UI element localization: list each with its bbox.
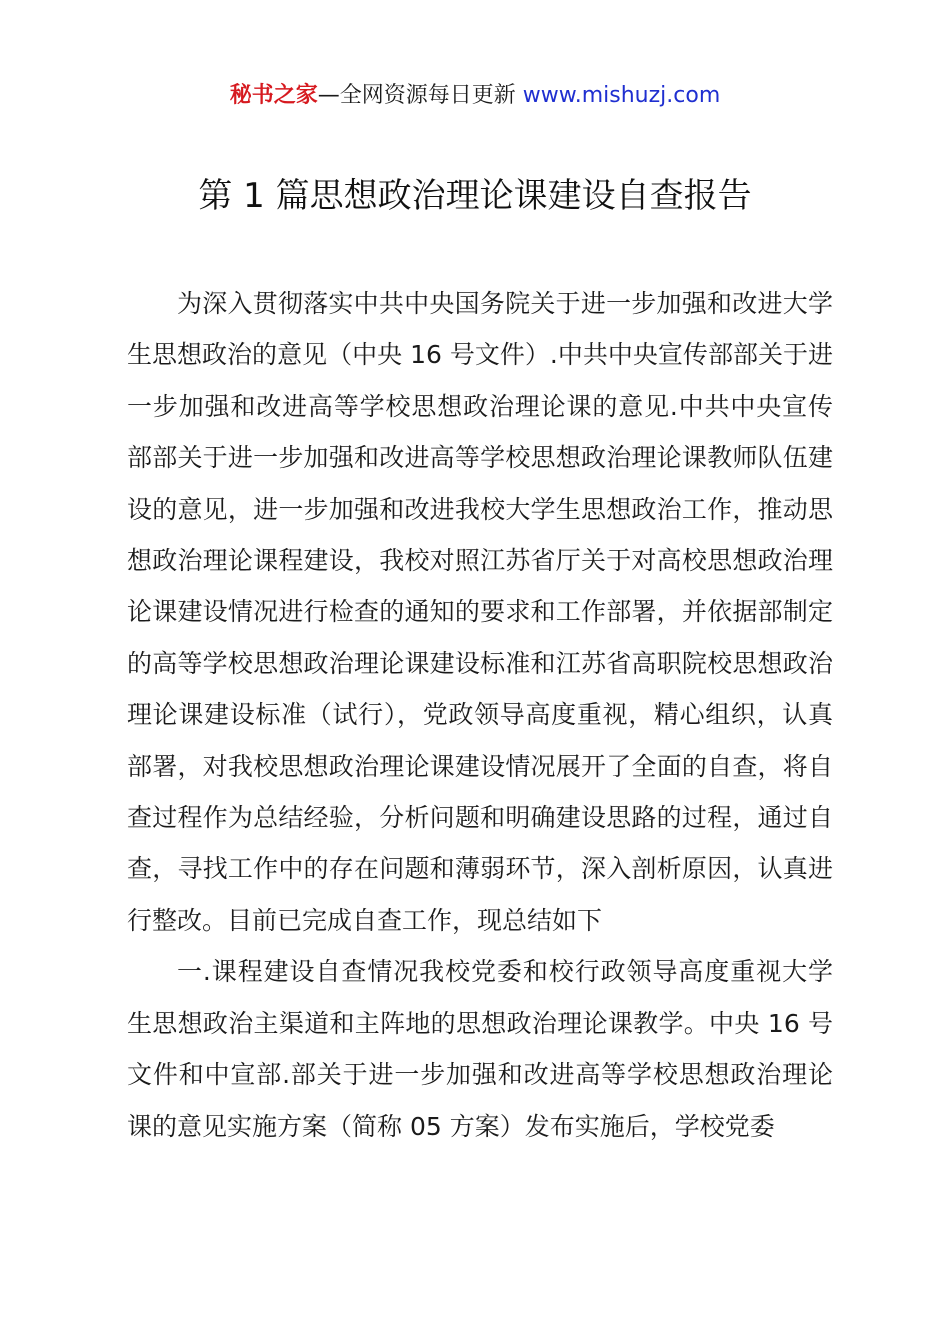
document-body: [127, 278, 833, 1152]
site-tagline: —全网资源每日更新: [317, 83, 523, 108]
site-header: [0, 80, 950, 112]
site-brand: 秘书之家: [229, 83, 318, 108]
paragraph-section-one: 一.课程建设自查情况我校党委和校行政领导高度重视大学生思想政治主渠道和主阵地的思想政治理论课教学。中央 16 号文件和中宣部.部关于进一步加强和改进高等学校思想政治理论课的意见实施方案（简称 05 方案）发布实施后，学校党委: [127, 957, 833, 1141]
paragraph-intro: 为深入贯彻落实中共中央国务院关于进一步加强和改进大学生思想政治的意见（中央 16 号文件）.中共中央宣传部部关于进一步加强和改进高等学校思想政治理论课的意见.中共中央宣传部部关于进一步加强和改进高等学校思想政治理论课教师队伍建设的意见，进一步加强和改进我校大学生思想政治工作，推动思想政治理论课程建设，我校对照江苏省厅关于对高校思想政治理论课建设情况进行检查的通知的要求和工作部署，并依据部制定的高等学校思想政治理论课建设标准和江苏省高职院校思想政治理论课建设标准（试行），党政领导高度重视，精心组织，认真部署，对我校思想政治理论课建设情况展开了全面的自查，将自查过程作为总结经验，分析问题和明确建设思路的过程，通过自查，寻找工作中的存在问题和薄弱环节，深入剖析原因，认真进行整改。目前已完成自查工作，现总结如下: [127, 289, 833, 935]
site-url-link[interactable]: www.mishuzj.com: [522, 83, 721, 108]
document-title: 第 1 篇思想政治理论课建设自查报告: [198, 176, 752, 216]
